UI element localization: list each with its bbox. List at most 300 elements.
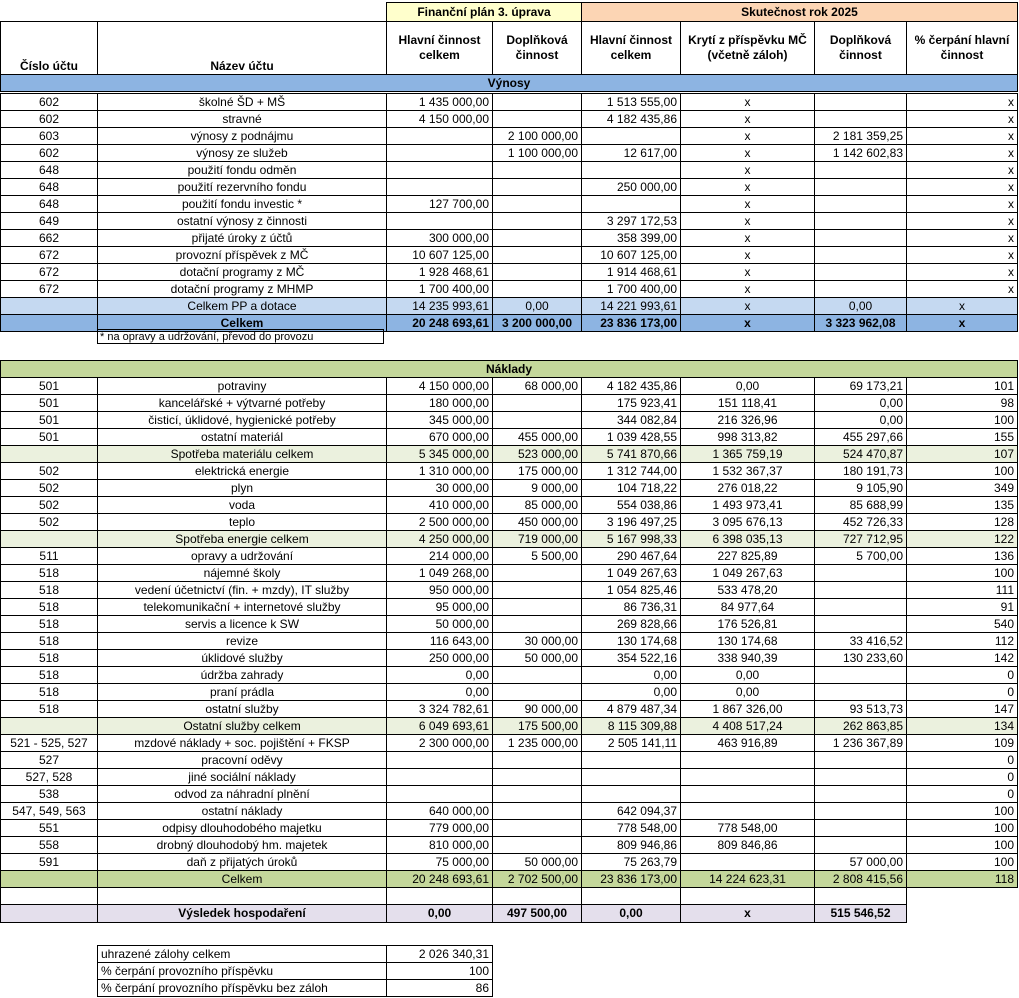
table-row: [1, 128, 1018, 145]
cell-nazev: teplo: [98, 514, 387, 531]
cell-cislo: 527: [1, 752, 98, 769]
cell-cerpani: 100: [907, 854, 1018, 871]
cell-sk-hlavni: 250 000,00: [582, 179, 681, 196]
cell-nazev: opravy a udržování: [98, 548, 387, 565]
cell-kryti: 0,00: [681, 378, 815, 395]
table-row: [1, 667, 1018, 684]
cell-sk-hlavni: 1 914 468,61: [582, 264, 681, 281]
cell-sk-doplnkova: 1 142 602,83: [815, 145, 907, 162]
cell-kryti: [681, 786, 815, 803]
cell-sk-hlavni: 175 923,41: [582, 395, 681, 412]
cell-kryti: x: [681, 179, 815, 196]
table-row: [1, 531, 1018, 548]
cell-fp-hlavni: 50 000,00: [387, 616, 493, 633]
cell-sk-hlavni: 104 718,22: [582, 480, 681, 497]
cell-sk-doplnkova: [815, 247, 907, 264]
cell-sk-doplnkova: 2 181 359,25: [815, 128, 907, 145]
vysledek-value: 497 500,00: [493, 905, 582, 923]
cell-fp-hlavni: [387, 786, 493, 803]
cell-cislo: 502: [1, 463, 98, 480]
cell-fp-doplnkova: [493, 599, 582, 616]
table-row: [1, 650, 1018, 667]
cell-nazev: ostatní náklady: [98, 803, 387, 820]
cell-fp-hlavni: 20 248 693,61: [387, 871, 493, 888]
cell-fp-hlavni: 410 000,00: [387, 497, 493, 514]
cell-sk-hlavni: [582, 196, 681, 213]
cell-cerpani: 91: [907, 599, 1018, 616]
cell-kryti: 3 095 676,13: [681, 514, 815, 531]
cell-sk-hlavni: 1 039 428,55: [582, 429, 681, 446]
header-table: [0, 2, 1018, 92]
cell-cislo: 602: [1, 111, 98, 128]
cell-fp-hlavni: [387, 769, 493, 786]
cell-cislo: 527, 528: [1, 769, 98, 786]
cell-cerpani: x: [907, 264, 1018, 281]
table-row: [1, 94, 1018, 111]
table-row: [1, 820, 1018, 837]
cell-kryti: 130 174,68: [681, 633, 815, 650]
cell-cislo: 518: [1, 599, 98, 616]
cell-fp-hlavni: [387, 179, 493, 196]
cell-sk-hlavni: 1 513 555,00: [582, 94, 681, 111]
cell-kryti: 1 532 367,37: [681, 463, 815, 480]
cell-fp-hlavni: [387, 752, 493, 769]
cell-fp-hlavni: 1 928 468,61: [387, 264, 493, 281]
cell-cislo: 603: [1, 128, 98, 145]
cell-sk-hlavni: 3 297 172,53: [582, 213, 681, 230]
table-row: [1, 616, 1018, 633]
cell-fp-doplnkova: [493, 230, 582, 247]
cell-cislo: 602: [1, 94, 98, 111]
cell-fp-doplnkova: 50 000,00: [493, 854, 582, 871]
cell-cislo: 502: [1, 480, 98, 497]
table-row: [1, 548, 1018, 565]
cell-kryti: 1 365 759,19: [681, 446, 815, 463]
cell-sk-hlavni: 358 399,00: [582, 230, 681, 247]
cell-nazev: Spotřeba materiálu celkem: [98, 446, 387, 463]
cell-cerpani: 135: [907, 497, 1018, 514]
cell-sk-doplnkova: [815, 820, 907, 837]
cell-nazev: provozní příspěvek z MČ: [98, 247, 387, 264]
cell-nazev: přijaté úroky z účtů: [98, 230, 387, 247]
summary-value: 2 026 340,31: [387, 946, 493, 963]
cell-cislo: 558: [1, 837, 98, 854]
cell-sk-hlavni: [582, 769, 681, 786]
cell-sk-doplnkova: [815, 196, 907, 213]
cell-fp-doplnkova: 455 000,00: [493, 429, 582, 446]
cell-fp-hlavni: [387, 213, 493, 230]
cell-cislo: 551: [1, 820, 98, 837]
cell-sk-hlavni: 86 736,31: [582, 599, 681, 616]
summary-row: [98, 963, 493, 980]
cell-nazev: odvod za náhradní plnění: [98, 786, 387, 803]
cell-kryti: x: [681, 111, 815, 128]
table-row: [1, 145, 1018, 162]
cell-sk-doplnkova: [815, 769, 907, 786]
table-row: [1, 463, 1018, 480]
cell-fp-doplnkova: [493, 820, 582, 837]
cell-cerpani: x: [907, 230, 1018, 247]
cell-sk-doplnkova: 85 688,99: [815, 497, 907, 514]
cell-kryti: 276 018,22: [681, 480, 815, 497]
cell-nazev: výnosy ze služeb: [98, 145, 387, 162]
cell-nazev: jiné sociální náklady: [98, 769, 387, 786]
cell-sk-hlavni: 554 038,86: [582, 497, 681, 514]
cell-fp-doplnkova: [493, 769, 582, 786]
cell-cerpani: x: [907, 281, 1018, 298]
cell-cerpani: 111: [907, 582, 1018, 599]
cell-fp-hlavni: 0,00: [387, 684, 493, 701]
cell-fp-hlavni: 75 000,00: [387, 854, 493, 871]
cell-fp-doplnkova: 2 100 000,00: [493, 128, 582, 145]
table-row: [1, 429, 1018, 446]
cell-cerpani: x: [907, 94, 1018, 111]
table-row: [1, 395, 1018, 412]
cell-cerpani: 0: [907, 786, 1018, 803]
cell-nazev: potraviny: [98, 378, 387, 395]
cell-fp-hlavni: 1 435 000,00: [387, 94, 493, 111]
cell-fp-doplnkova: 68 000,00: [493, 378, 582, 395]
cell-fp-doplnkova: [493, 395, 582, 412]
vysledek-value: x: [681, 905, 815, 923]
table-row: [1, 786, 1018, 803]
cell-cislo: 672: [1, 247, 98, 264]
cell-nazev: revize: [98, 633, 387, 650]
cell-nazev: použití fondu odměn: [98, 162, 387, 179]
cell-fp-doplnkova: 450 000,00: [493, 514, 582, 531]
cell-cislo: 649: [1, 213, 98, 230]
cell-sk-hlavni: 14 221 993,61: [582, 298, 681, 315]
cell-nazev: údržba zahrady: [98, 667, 387, 684]
table-row: [1, 837, 1018, 854]
cell-cerpani: 100: [907, 803, 1018, 820]
cell-kryti: 4 408 517,24: [681, 718, 815, 735]
cell-cerpani: x: [907, 179, 1018, 196]
cell-fp-hlavni: 4 150 000,00: [387, 378, 493, 395]
cell-sk-doplnkova: [815, 599, 907, 616]
col-header-sk-hlavni: Hlavní činnost celkem: [582, 22, 681, 75]
table-row: [1, 247, 1018, 264]
table-row: [1, 735, 1018, 752]
cell-fp-hlavni: 95 000,00: [387, 599, 493, 616]
cell-sk-hlavni: 12 617,00: [582, 145, 681, 162]
cell-kryti: x: [681, 196, 815, 213]
table-row: [1, 684, 1018, 701]
cell-fp-hlavni: [387, 162, 493, 179]
cell-fp-hlavni: 345 000,00: [387, 412, 493, 429]
table-row: [1, 633, 1018, 650]
cell-cerpani: 100: [907, 820, 1018, 837]
cell-cislo: 502: [1, 514, 98, 531]
cell-sk-hlavni: 4 182 435,86: [582, 111, 681, 128]
vysledek-value: 0,00: [582, 905, 681, 923]
cell-sk-doplnkova: [815, 837, 907, 854]
cell-nazev: telekomunikační + internetové služby: [98, 599, 387, 616]
cell-sk-hlavni: [582, 162, 681, 179]
summary-row: [98, 980, 493, 997]
cell-cislo: 502: [1, 497, 98, 514]
cell-nazev: školné ŠD + MŠ: [98, 94, 387, 111]
cell-sk-hlavni: 344 082,84: [582, 412, 681, 429]
cell-sk-hlavni: 23 836 173,00: [582, 315, 681, 332]
cell-kryti: x: [681, 264, 815, 281]
cell-sk-hlavni: 4 182 435,86: [582, 378, 681, 395]
cell-sk-hlavni: 0,00: [582, 684, 681, 701]
cell-cislo: 511: [1, 548, 98, 565]
cell-cislo: 648: [1, 162, 98, 179]
cell-cislo: 602: [1, 145, 98, 162]
cell-cerpani: x: [907, 247, 1018, 264]
cell-cislo: 648: [1, 179, 98, 196]
cell-sk-doplnkova: 524 470,87: [815, 446, 907, 463]
table-row: [1, 803, 1018, 820]
cell-cerpani: x: [907, 128, 1018, 145]
cell-cislo: [1, 315, 98, 332]
cell-sk-hlavni: 290 467,64: [582, 548, 681, 565]
section-title-vynosy: Výnosy: [1, 75, 1018, 92]
cell-nazev: odpisy dlouhodobého majetku: [98, 820, 387, 837]
cell-fp-doplnkova: [493, 803, 582, 820]
cell-fp-hlavni: 5 345 000,00: [387, 446, 493, 463]
cell-fp-doplnkova: [493, 684, 582, 701]
cell-kryti: 338 940,39: [681, 650, 815, 667]
cell-fp-doplnkova: 719 000,00: [493, 531, 582, 548]
cell-sk-hlavni: 269 828,66: [582, 616, 681, 633]
col-header-fp-hlavni: Hlavní činnost celkem: [387, 22, 493, 75]
cell-kryti: x: [681, 298, 815, 315]
cell-cerpani: 118: [907, 871, 1018, 888]
cell-sk-hlavni: 2 505 141,11: [582, 735, 681, 752]
cell-cislo: 662: [1, 230, 98, 247]
cell-sk-doplnkova: [815, 213, 907, 230]
cell-fp-doplnkova: [493, 565, 582, 582]
cell-cislo: [1, 531, 98, 548]
cell-fp-hlavni: 2 300 000,00: [387, 735, 493, 752]
table-row: [1, 196, 1018, 213]
cell-fp-hlavni: 779 000,00: [387, 820, 493, 837]
cell-fp-hlavni: 950 000,00: [387, 582, 493, 599]
cell-nazev: úklidové služby: [98, 650, 387, 667]
vynosy-footnote: * na opravy a udržování, převod do provozu: [97, 329, 384, 344]
cell-kryti: 0,00: [681, 667, 815, 684]
cell-nazev: Celkem: [98, 871, 387, 888]
band-financni-plan: Finanční plán 3. úprava: [387, 3, 582, 22]
cell-cerpani: 109: [907, 735, 1018, 752]
table-row: [1, 213, 1018, 230]
cell-sk-doplnkova: 69 173,21: [815, 378, 907, 395]
cell-kryti: 809 846,86: [681, 837, 815, 854]
cell-fp-doplnkova: 175 500,00: [493, 718, 582, 735]
cell-kryti: 6 398 035,13: [681, 531, 815, 548]
cell-kryti: 0,00: [681, 684, 815, 701]
cell-fp-hlavni: 250 000,00: [387, 650, 493, 667]
cell-fp-hlavni: 10 607 125,00: [387, 247, 493, 264]
empty-cell: [582, 888, 681, 905]
cell-sk-doplnkova: 57 000,00: [815, 854, 907, 871]
cell-kryti: x: [681, 94, 815, 111]
cell-nazev: ostatní výnosy z činnosti: [98, 213, 387, 230]
cell-fp-hlavni: 4 250 000,00: [387, 531, 493, 548]
empty-cell: [1, 888, 98, 905]
cell-kryti: x: [681, 162, 815, 179]
cell-fp-doplnkova: 9 000,00: [493, 480, 582, 497]
cell-fp-doplnkova: 90 000,00: [493, 701, 582, 718]
cell-cerpani: 112: [907, 633, 1018, 650]
cell-kryti: x: [681, 128, 815, 145]
cell-kryti: x: [681, 247, 815, 264]
cell-cerpani: 0: [907, 667, 1018, 684]
empty-cell: [493, 888, 582, 905]
cell-cerpani: 142: [907, 650, 1018, 667]
col-header-kryti: Krytí z příspěvku MČ (včetně záloh): [681, 22, 815, 75]
table-row: [1, 514, 1018, 531]
table-row: [1, 230, 1018, 247]
cell-cerpani: 0: [907, 769, 1018, 786]
cell-cislo: 518: [1, 616, 98, 633]
table-row: [1, 752, 1018, 769]
cell-fp-doplnkova: [493, 162, 582, 179]
cell-sk-hlavni: 3 196 497,25: [582, 514, 681, 531]
cell-fp-doplnkova: 1 235 000,00: [493, 735, 582, 752]
cell-cerpani: 107: [907, 446, 1018, 463]
cell-kryti: 151 118,41: [681, 395, 815, 412]
cell-nazev: použití fondu investic *: [98, 196, 387, 213]
cell-sk-hlavni: 8 115 309,88: [582, 718, 681, 735]
cell-nazev: vedení účetnictví (fin. + mzdy), IT služby: [98, 582, 387, 599]
cell-fp-doplnkova: 30 000,00: [493, 633, 582, 650]
cell-sk-doplnkova: [815, 786, 907, 803]
cell-cislo: 518: [1, 684, 98, 701]
col-header-cislo: Číslo účtu: [1, 22, 98, 75]
table-row: [1, 854, 1018, 871]
band-skutecnost: Skutečnost rok 2025: [582, 3, 1018, 22]
cell-fp-doplnkova: [493, 616, 582, 633]
cell-cislo: 518: [1, 565, 98, 582]
cell-sk-hlavni: 778 548,00: [582, 820, 681, 837]
cell-sk-hlavni: 0,00: [582, 667, 681, 684]
cell-sk-hlavni: 4 879 487,34: [582, 701, 681, 718]
empty-cell: [907, 905, 1018, 923]
cell-kryti: 463 916,89: [681, 735, 815, 752]
cell-sk-doplnkova: 5 700,00: [815, 548, 907, 565]
cell-cerpani: x: [907, 213, 1018, 230]
cell-sk-hlavni: 23 836 173,00: [582, 871, 681, 888]
cell-cislo: 501: [1, 378, 98, 395]
cell-fp-doplnkova: [493, 412, 582, 429]
cell-fp-doplnkova: [493, 752, 582, 769]
cell-sk-doplnkova: 180 191,73: [815, 463, 907, 480]
summary-table: [97, 945, 493, 997]
cell-kryti: 84 977,64: [681, 599, 815, 616]
cell-sk-doplnkova: [815, 803, 907, 820]
table-row: [1, 480, 1018, 497]
cell-nazev: Spotřeba energie celkem: [98, 531, 387, 548]
cell-kryti: 227 825,89: [681, 548, 815, 565]
cell-fp-hlavni: 1 049 268,00: [387, 565, 493, 582]
cell-cerpani: 134: [907, 718, 1018, 735]
cell-kryti: 778 548,00: [681, 820, 815, 837]
cell-cerpani: 100: [907, 463, 1018, 480]
cell-fp-hlavni: 6 049 693,61: [387, 718, 493, 735]
cell-cislo: [1, 718, 98, 735]
cell-cerpani: x: [907, 298, 1018, 315]
cell-sk-doplnkova: 0,00: [815, 412, 907, 429]
table-row: [1, 871, 1018, 888]
cell-fp-hlavni: 810 000,00: [387, 837, 493, 854]
cell-nazev: servis a licence k SW: [98, 616, 387, 633]
table-row: [1, 769, 1018, 786]
cell-cerpani: 147: [907, 701, 1018, 718]
cell-nazev: výnosy z podnájmu: [98, 128, 387, 145]
table-row: [1, 298, 1018, 315]
cell-nazev: Ostatní služby celkem: [98, 718, 387, 735]
empty-cell: [907, 888, 1018, 905]
cell-sk-doplnkova: [815, 684, 907, 701]
cell-nazev: kancelářské + výtvarné potřeby: [98, 395, 387, 412]
summary-row: [98, 946, 493, 963]
col-header-nazev: Název účtu: [98, 22, 387, 75]
cell-sk-hlavni: [582, 786, 681, 803]
cell-fp-doplnkova: 523 000,00: [493, 446, 582, 463]
cell-sk-doplnkova: 727 712,95: [815, 531, 907, 548]
table-row: [1, 162, 1018, 179]
cell-fp-hlavni: 1 310 000,00: [387, 463, 493, 480]
cell-cislo: 518: [1, 582, 98, 599]
cell-cerpani: 100: [907, 837, 1018, 854]
cell-fp-hlavni: 30 000,00: [387, 480, 493, 497]
cell-fp-hlavni: 180 000,00: [387, 395, 493, 412]
cell-cerpani: 0: [907, 752, 1018, 769]
cell-cislo: 521 - 525, 527: [1, 735, 98, 752]
cell-fp-doplnkova: 50 000,00: [493, 650, 582, 667]
cell-cerpani: 101: [907, 378, 1018, 395]
cell-sk-doplnkova: 93 513,73: [815, 701, 907, 718]
cell-fp-hlavni: 116 643,00: [387, 633, 493, 650]
vysledek-value: 0,00: [387, 905, 493, 923]
spacer-row: [1, 888, 1018, 905]
cell-sk-doplnkova: 452 726,33: [815, 514, 907, 531]
cell-kryti: 176 526,81: [681, 616, 815, 633]
cell-fp-doplnkova: [493, 111, 582, 128]
cell-fp-doplnkova: 1 100 000,00: [493, 145, 582, 162]
cell-sk-doplnkova: 0,00: [815, 298, 907, 315]
cell-kryti: 14 224 623,31: [681, 871, 815, 888]
cell-sk-doplnkova: 130 233,60: [815, 650, 907, 667]
cell-sk-doplnkova: 9 105,90: [815, 480, 907, 497]
cell-fp-hlavni: 2 500 000,00: [387, 514, 493, 531]
cell-sk-doplnkova: [815, 230, 907, 247]
table-row: [1, 446, 1018, 463]
cell-cislo: [1, 298, 98, 315]
cell-kryti: x: [681, 230, 815, 247]
vysledek-value: 515 546,52: [815, 905, 907, 923]
cell-cerpani: x: [907, 315, 1018, 332]
cell-fp-doplnkova: 175 000,00: [493, 463, 582, 480]
cell-nazev: mzdové náklady + soc. pojištění + FKSP: [98, 735, 387, 752]
cell-fp-doplnkova: [493, 264, 582, 281]
cell-cerpani: 100: [907, 412, 1018, 429]
cell-sk-doplnkova: [815, 111, 907, 128]
cell-fp-doplnkova: [493, 582, 582, 599]
table-row: [1, 582, 1018, 599]
cell-cerpani: 0: [907, 684, 1018, 701]
cell-cerpani: x: [907, 111, 1018, 128]
cell-sk-hlavni: 1 049 267,63: [582, 565, 681, 582]
cell-sk-hlavni: 1 700 400,00: [582, 281, 681, 298]
cell-cislo: 538: [1, 786, 98, 803]
cell-fp-doplnkova: [493, 667, 582, 684]
cell-cislo: [1, 871, 98, 888]
